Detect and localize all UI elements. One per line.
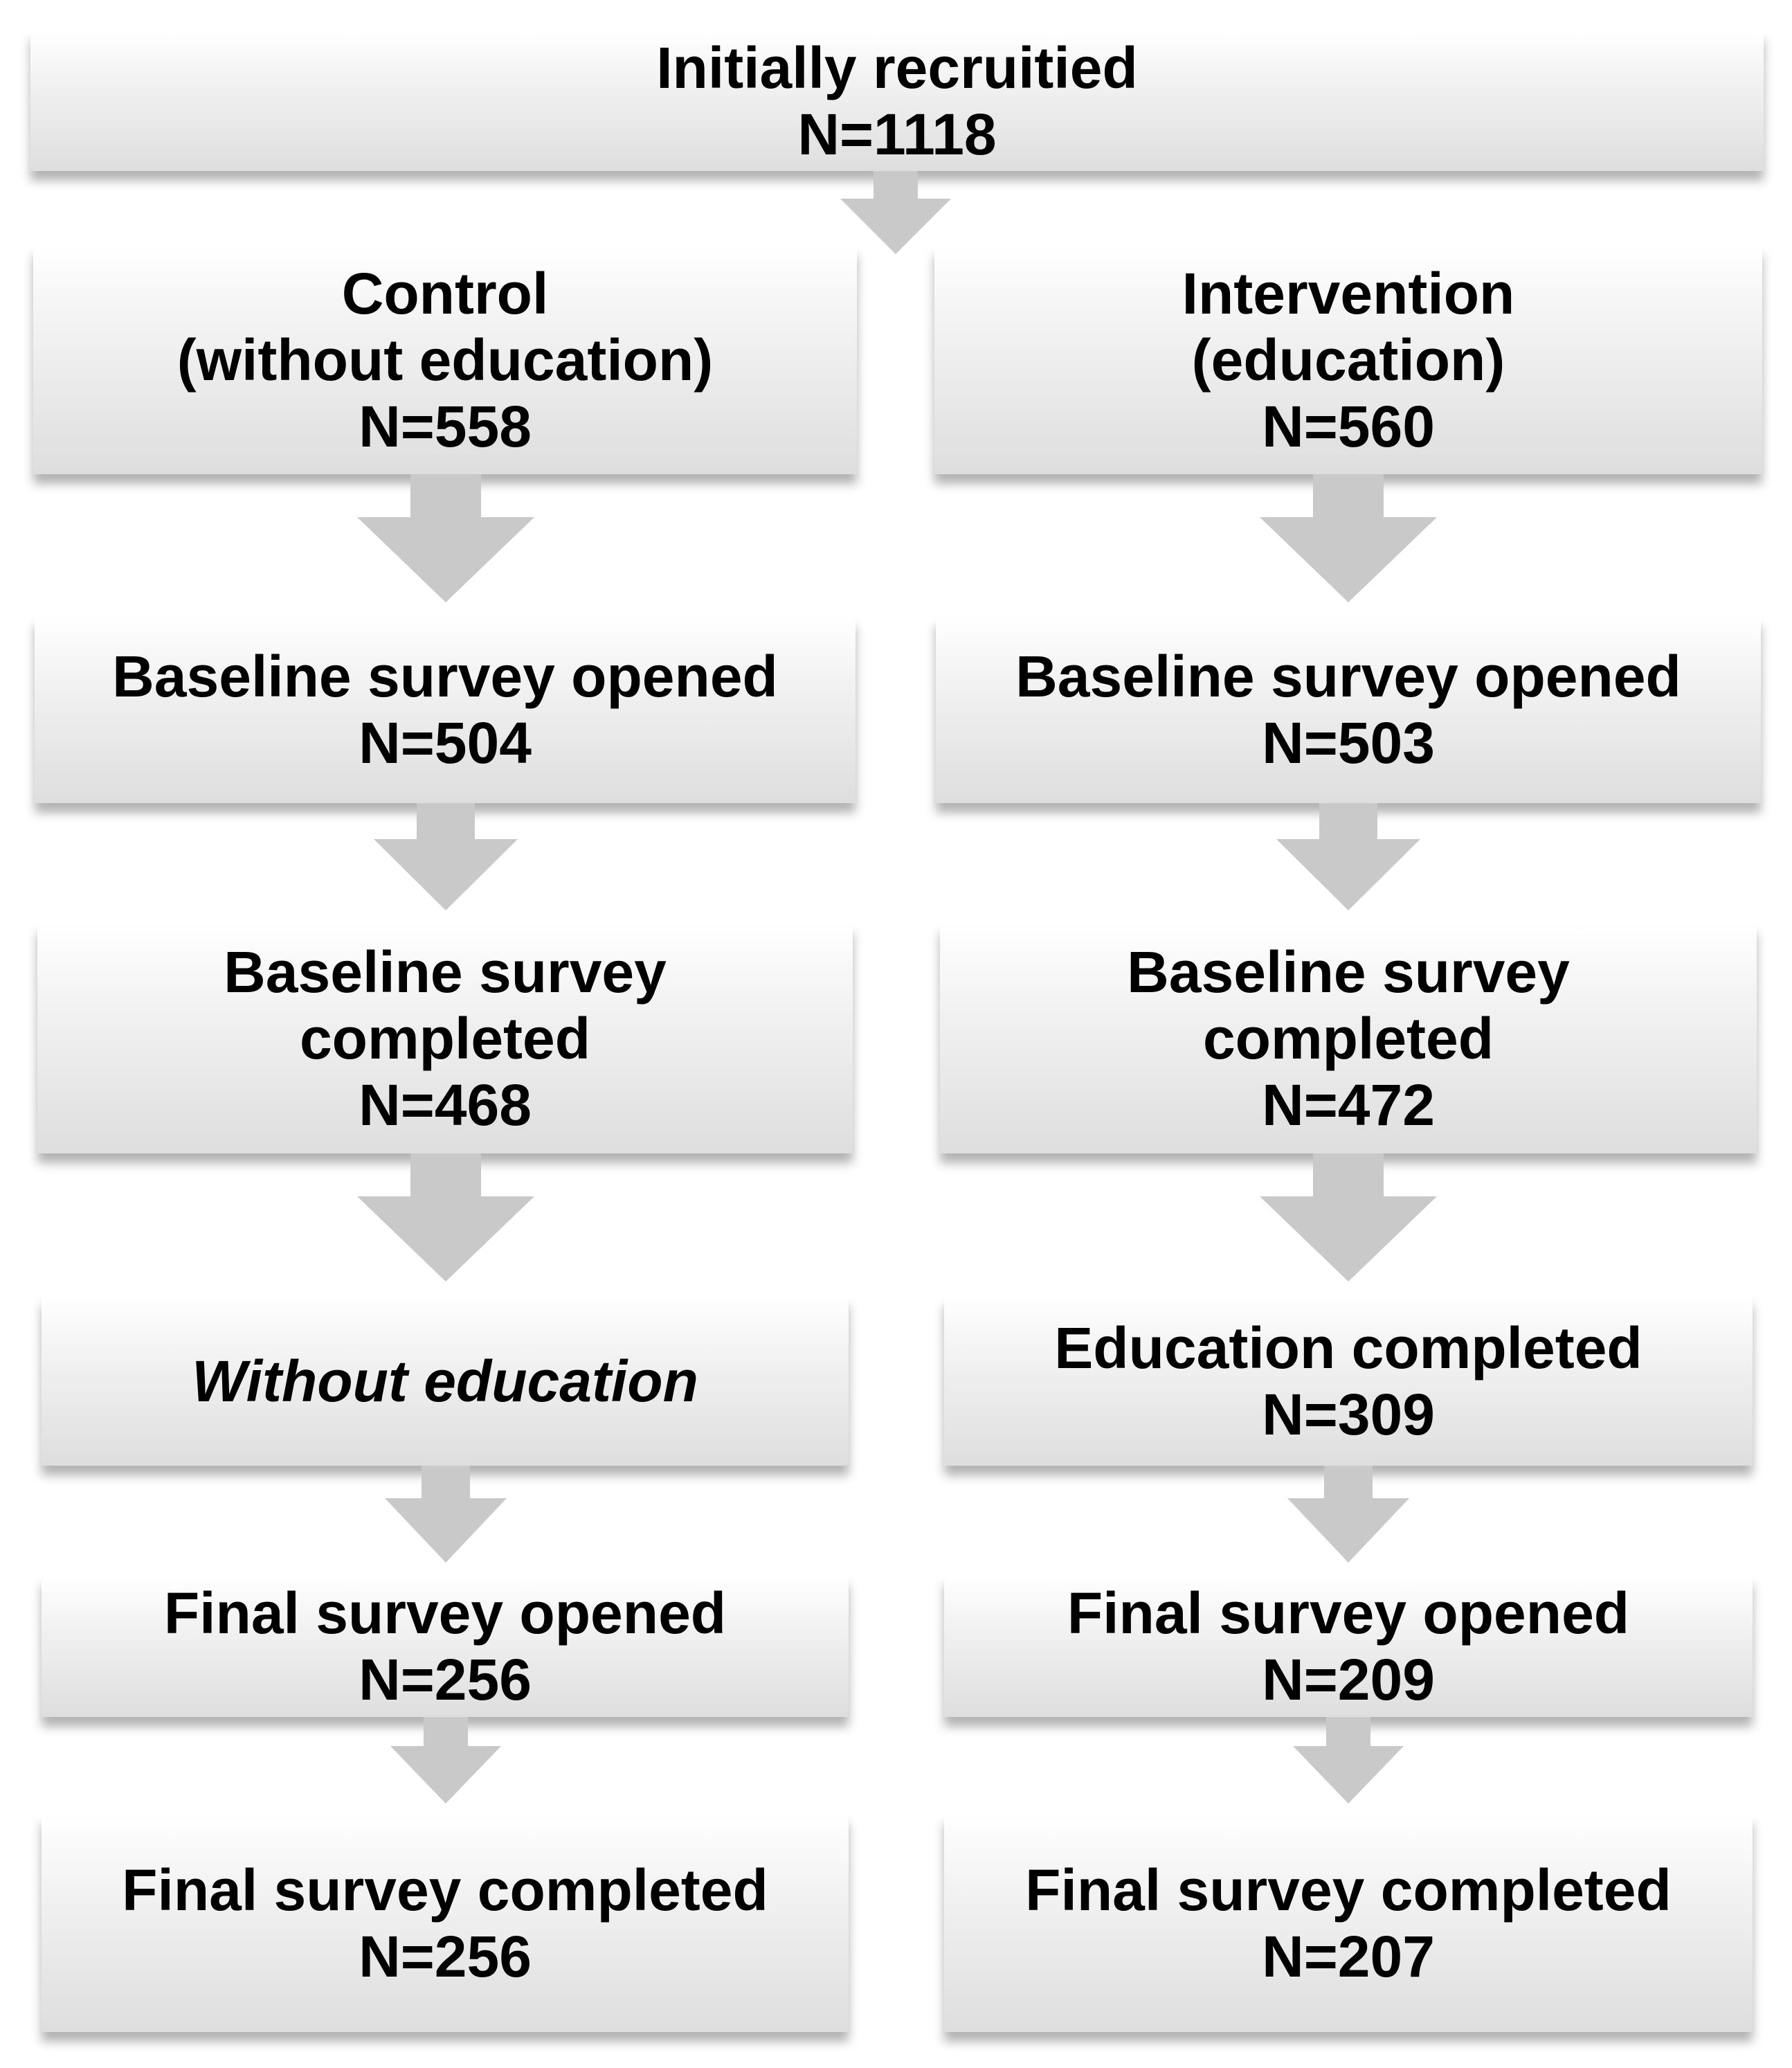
- box-control-final-completed: [42, 1814, 849, 2032]
- box-intervention-group: [934, 246, 1762, 474]
- box-control-group: [33, 246, 857, 474]
- box-count: N=1118: [797, 101, 997, 167]
- box-title: completed: [299, 1006, 591, 1071]
- box-title: Final survey opened: [163, 1581, 727, 1646]
- box-title: Baseline survey: [224, 939, 667, 1005]
- arrow-down-icon: [357, 474, 534, 602]
- box-count: N=558: [359, 394, 532, 459]
- box-intervention-final-opened: [944, 1576, 1753, 1717]
- box-count: N=209: [1262, 1647, 1435, 1712]
- box-title: Baseline survey opened: [1015, 644, 1681, 709]
- box-title: Intervention: [1182, 261, 1515, 326]
- box-count: N=560: [1262, 394, 1435, 459]
- box-intervention-education-completed: [944, 1296, 1753, 1466]
- arrow-down-icon: [1287, 1466, 1409, 1563]
- box-control-baseline-opened: [35, 616, 856, 803]
- box-title: Baseline survey opened: [112, 644, 778, 709]
- box-subtitle: (education): [1191, 327, 1505, 393]
- box-title: Final survey completed: [122, 1857, 768, 1923]
- arrow-down-icon: [1260, 1153, 1437, 1282]
- arrow-down-icon: [357, 1153, 534, 1282]
- box-intervention-final-completed: [944, 1814, 1753, 2032]
- box-count: N=256: [359, 1647, 532, 1712]
- box-count: N=309: [1262, 1381, 1435, 1447]
- arrow-down-icon: [840, 171, 951, 254]
- box-count: N=503: [1262, 710, 1435, 775]
- box-control-without-education: [42, 1296, 849, 1466]
- arrow-down-icon: [385, 1466, 507, 1563]
- box-title: Education completed: [1054, 1315, 1642, 1381]
- box-intervention-baseline-opened: [936, 616, 1761, 803]
- box-title: completed: [1202, 1006, 1494, 1071]
- box-initially-recruited: [30, 30, 1764, 171]
- box-title: Final survey completed: [1025, 1857, 1672, 1923]
- arrow-down-icon: [1260, 474, 1437, 602]
- box-title: Final survey opened: [1067, 1581, 1630, 1646]
- arrow-down-icon: [1276, 803, 1420, 910]
- box-intervention-baseline-completed: [940, 924, 1757, 1153]
- box-count: N=207: [1262, 1923, 1435, 1989]
- box-subtitle: (without education): [177, 327, 714, 393]
- box-count: N=504: [359, 710, 532, 775]
- box-control-final-opened: [42, 1576, 849, 1717]
- arrow-down-icon: [374, 803, 518, 910]
- arrow-down-icon: [1293, 1717, 1404, 1804]
- box-count: N=468: [359, 1072, 532, 1138]
- box-title: Baseline survey: [1127, 939, 1570, 1005]
- box-count: N=472: [1262, 1072, 1435, 1138]
- arrow-down-icon: [390, 1717, 501, 1804]
- box-control-baseline-completed: [37, 924, 853, 1153]
- box-count: N=256: [359, 1923, 532, 1989]
- box-title: Without education: [192, 1348, 698, 1414]
- box-title: Control: [341, 261, 549, 326]
- box-title: Initially recruitied: [656, 35, 1138, 100]
